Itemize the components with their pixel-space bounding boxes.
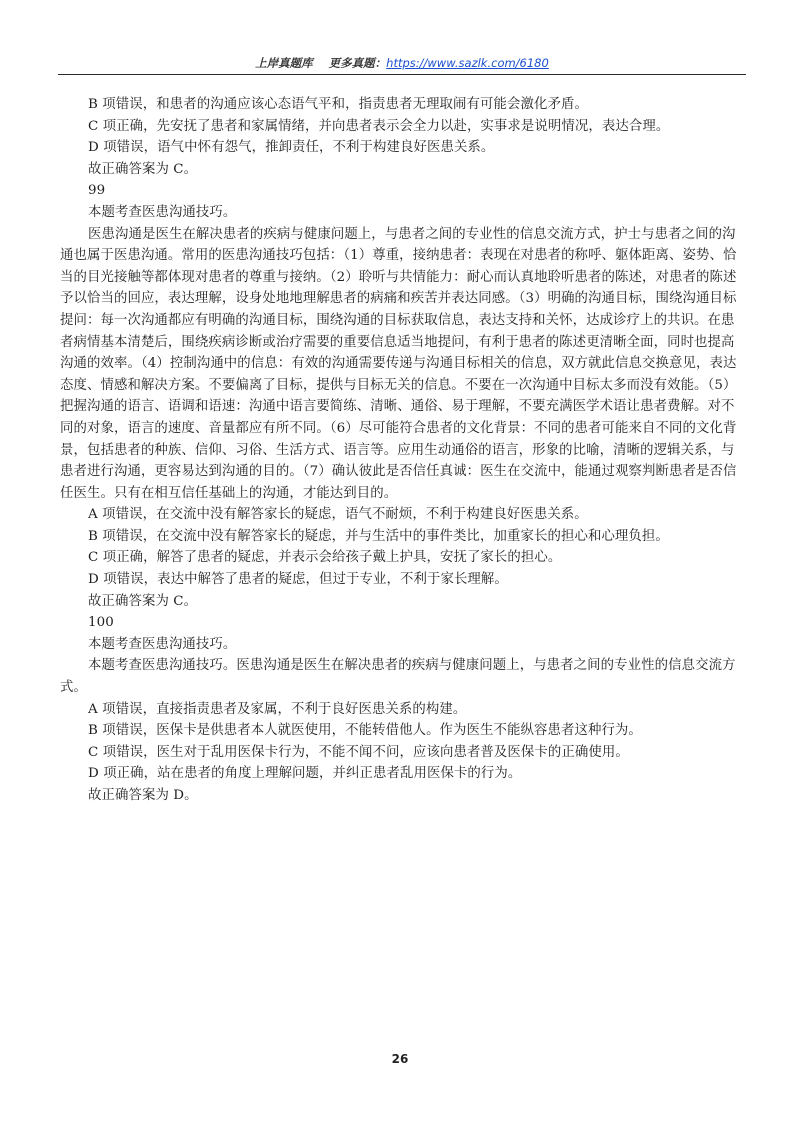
text-line: 故正确答案为 C。 [88,593,198,609]
header-more-label: 更多真题： [328,56,387,70]
question-number: 99 [88,183,106,199]
explanation-paragraph [60,224,738,505]
text-line: C 项正确，解答了患者的疑虑，并表示会给孩子戴上护具，安抚了家长的担心。 [88,550,562,566]
explanation-text: 本题考查医患沟通技巧。医患沟通是医生在解决患者的疾病与健康问题上，与患者之间的专业性的信息交流方式。 [60,658,736,696]
header-url-link[interactable]: https://www.sazlk.com/6180 [386,56,549,70]
page-number: 26 [391,1052,409,1066]
text-line: D 项错误，语气中怀有怨气，推卸责任，不利于构建良好医患关系。 [88,140,495,156]
text-line: D 项正确，站在患者的角度上理解问题，并纠正患者乱用医保卡的行为。 [88,766,522,782]
page-content [60,94,738,807]
text-line: A 项错误，在交流中没有解答家长的疑虑，语气不耐烦，不利于构建良好医患关系。 [88,507,588,523]
header-site-name: 上岸真题库 [255,56,313,70]
page-header [58,55,746,73]
text-line: 本题考查医患沟通技巧。 [88,204,237,220]
explanation-paragraph [60,655,738,698]
question-number: 100 [88,615,114,631]
text-line: 故正确答案为 D。 [88,788,198,803]
text-line: B 项错误，和患者的沟通应该心态语气平和，指责患者无理取闹有可能会激化矛盾。 [88,97,588,112]
text-line: B 项错误，医保卡是供患者本人就医使用，不能转借他人。作为医生不能纵容患者这种行为。 [88,723,642,739]
text-line: A 项错误，直接指责患者及家属，不利于良好医患关系的构建。 [88,701,467,717]
text-line: B 项错误，在交流中没有解答家长的疑虑，并与生活中的事件类比，加重家长的担心和心理负担。 [88,528,669,544]
header-rule [58,74,746,75]
explanation-text: 医患沟通是医生在解决患者的疾病与健康问题上，与患者之间的专业性的信息交流方式，护士与患者之间的沟通也属于医患沟通。常用的医患沟通技巧包括：（1）尊重，接纳患者：表现在对患者的称呼、躯体距离、姿势、恰当的目光接触等都体现对患者的尊重与接纳。（2）聆听与共情能力：耐心而认真地聆听患者的陈述，对患者的陈述予以恰当的回应，表达理解，设身处地地理解患者的病痛和疾苦并表达同感。（3）明确的沟通目标，围绕沟通目标提问：每一次沟通都应有明确的沟通目标，围绕沟通的目标获取信息，表达支持和关怀，达成诊疗上的共识。在患者病情基本清楚后，围绕疾病诊断或治疗需要的重要信息适当地提问，有利于患者的陈述更清晰全面，同时也提高沟通的效率。（4）控制沟通中的信息：有效的沟通需要传递与沟通目标相关的信息，双方就此信息交换意见，表达态度、情感和解决方案。不要偏离了目标，提供与目标无关的信息。不要在一次沟通中目标太多而没有效能。（5）把握沟通的语言、语调和语速：沟通中语言要简练、清晰、通俗、易于理解，不要充满医学术语让患者费解。对不同的对象，语言的速度、音量都应有所不同。（6）尽可能符合患者的文化背景：不同的患者可能来自不同的文化背景，包括患者的种族、信仰、习俗、生活方式、语言等。应用生动通俗的语言，形象的比喻，清晰的逻辑关系，与患者进行沟通，更容易达到沟通的目的。（7）确认彼此是否信任真诚：医生在交流中，能通过观察判断患者是否信任医生。只有在相互信任基础上的沟通，才能达到目的。 [60,226,737,501]
text-line: C 项正确，先安抚了患者和家属情绪，并向患者表示会全力以赴，实事求是说明情况，表达合理。 [88,118,670,134]
text-line: 故正确答案为 C。 [88,161,198,177]
text-line: D 项错误，表达中解答了患者的疑虑，但过于专业，不利于家长理解。 [88,572,508,588]
text-line: 本题考查医患沟通技巧。 [88,636,237,652]
text-line: C 项错误，医生对于乱用医保卡行为，不能不闻不问，应该向患者普及医保卡的正确使用。 [88,744,629,760]
